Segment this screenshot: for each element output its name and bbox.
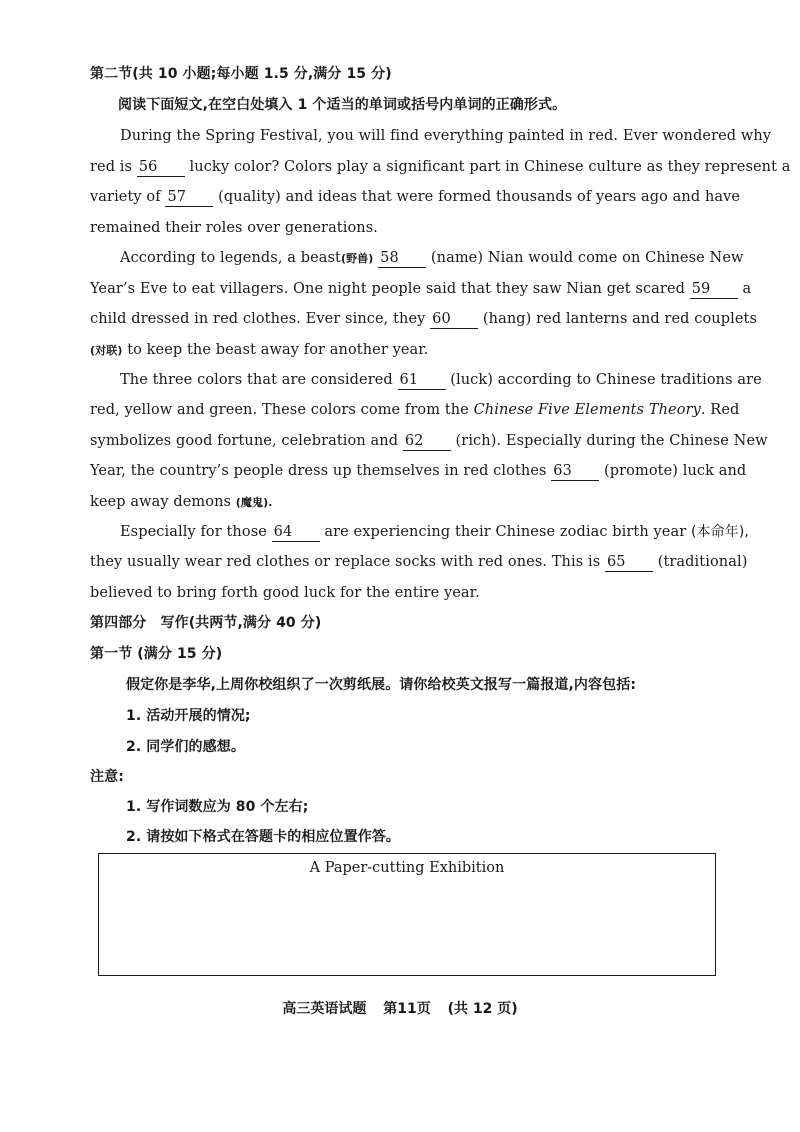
text: The three colors that are considered — [120, 372, 393, 388]
text: (luck) according to Chinese traditions are — [450, 372, 762, 388]
blank-63: 63 — [551, 463, 599, 481]
section-instruction: 阅读下面短文,在空白处填入 1 个适当的单词或括号内单词的正确形式。 — [118, 97, 567, 113]
passage-line — [90, 187, 741, 207]
writing-prompt: 假定你是李华,上周你校组织了一次剪纸展。请你给校英文报写一篇报道,内容包括: — [126, 677, 637, 693]
text: to keep the beast away for another year. — [127, 342, 429, 358]
blank-62: 62 — [403, 433, 451, 451]
text: (魔鬼). — [235, 496, 273, 509]
text: (野兽) — [340, 252, 374, 265]
page-footer — [0, 998, 800, 1018]
passage-line — [90, 552, 748, 572]
text: lucky color? Colors play a significant part in Chinese culture as they represent a — [189, 159, 791, 175]
text: (hang) red lanterns and red couplets — [482, 311, 757, 327]
passage-line — [120, 370, 762, 390]
blank-65: 65 — [605, 554, 653, 572]
text: (name) Nian would come on Chinese New — [430, 250, 744, 266]
text: red is — [90, 159, 133, 175]
text: (quality) and ideas that were formed thousands of years ago and have — [218, 189, 741, 205]
passage-line — [90, 461, 747, 481]
text: Especially for those — [120, 524, 267, 540]
passage-line — [90, 400, 740, 420]
text: Year, the country’s people dress up themselves in red clothes — [90, 463, 547, 479]
passage-line: believed to bring forth good luck for the entire year. — [90, 585, 480, 601]
text: keep away demons — [90, 494, 232, 510]
answer-box — [98, 853, 716, 976]
passage-line: During the Spring Festival, you will find everything painted in red. Ever wondered why — [120, 128, 772, 144]
part4-heading: 第四部分 写作(共两节,满分 40 分) — [90, 615, 322, 631]
passage-line — [90, 279, 752, 299]
section-heading: 第二节(共 10 小题;每小题 1.5 分,满分 15 分) — [90, 66, 392, 82]
prompt-item: 2. 同学们的感想。 — [126, 739, 245, 755]
passage-line — [90, 309, 757, 329]
note-label: 注意: — [90, 769, 124, 785]
text: are experiencing their Chinese zodiac birth year — [324, 524, 687, 540]
blank-56: 56 — [137, 159, 185, 177]
text: . Red — [700, 402, 740, 418]
blank-58: 58 — [378, 250, 426, 268]
blank-64: 64 — [272, 524, 320, 542]
text: Year’s Eve to eat villagers. One night people said that they saw Nian get scared — [90, 281, 686, 297]
passage-line — [120, 248, 744, 269]
footer-page: 第11页 — [383, 1001, 431, 1017]
text: (rich). Especially during the Chinese New — [455, 433, 768, 449]
text: red, yellow and green. These colors come from the — [90, 402, 469, 418]
passage-line — [90, 157, 791, 177]
text: According to legends, a beast — [120, 250, 341, 266]
answer-box-title: A Paper-cutting Exhibition — [309, 860, 505, 876]
passage-line — [120, 522, 749, 542]
blank-57: 57 — [165, 189, 213, 207]
text: (traditional) — [657, 554, 748, 570]
passage-line — [90, 431, 768, 451]
note-item: 2. 请按如下格式在答题卡的相应位置作答。 — [126, 829, 401, 845]
passage-line — [90, 492, 716, 513]
text: symbolizes good fortune, celebration and — [90, 433, 399, 449]
blank-59: 59 — [690, 281, 738, 299]
prompt-item: 1. 活动开展的情况; — [126, 708, 251, 724]
passage-line — [90, 340, 716, 361]
part4-section1: 第一节 (满分 15 分) — [90, 646, 223, 662]
text-italic: Chinese Five Elements Theory — [473, 402, 701, 418]
footer-total: (共 12 页) — [447, 1001, 518, 1017]
text: a — [742, 281, 752, 297]
text: (本命年), — [690, 524, 749, 540]
text: (promote) luck and — [604, 463, 747, 479]
blank-60: 60 — [430, 311, 478, 329]
passage-line: remained their roles over generations. — [90, 220, 378, 236]
text: child dressed in red clothes. Ever since, they — [90, 311, 426, 327]
note-item: 1. 写作词数应为 80 个左右; — [126, 799, 309, 815]
text: (对联) — [90, 344, 123, 357]
text: variety of — [90, 189, 161, 205]
footer-subject: 高三英语试题 — [282, 1001, 367, 1017]
text: they usually wear red clothes or replace socks with red ones. This is — [90, 554, 601, 570]
blank-61: 61 — [398, 372, 446, 390]
